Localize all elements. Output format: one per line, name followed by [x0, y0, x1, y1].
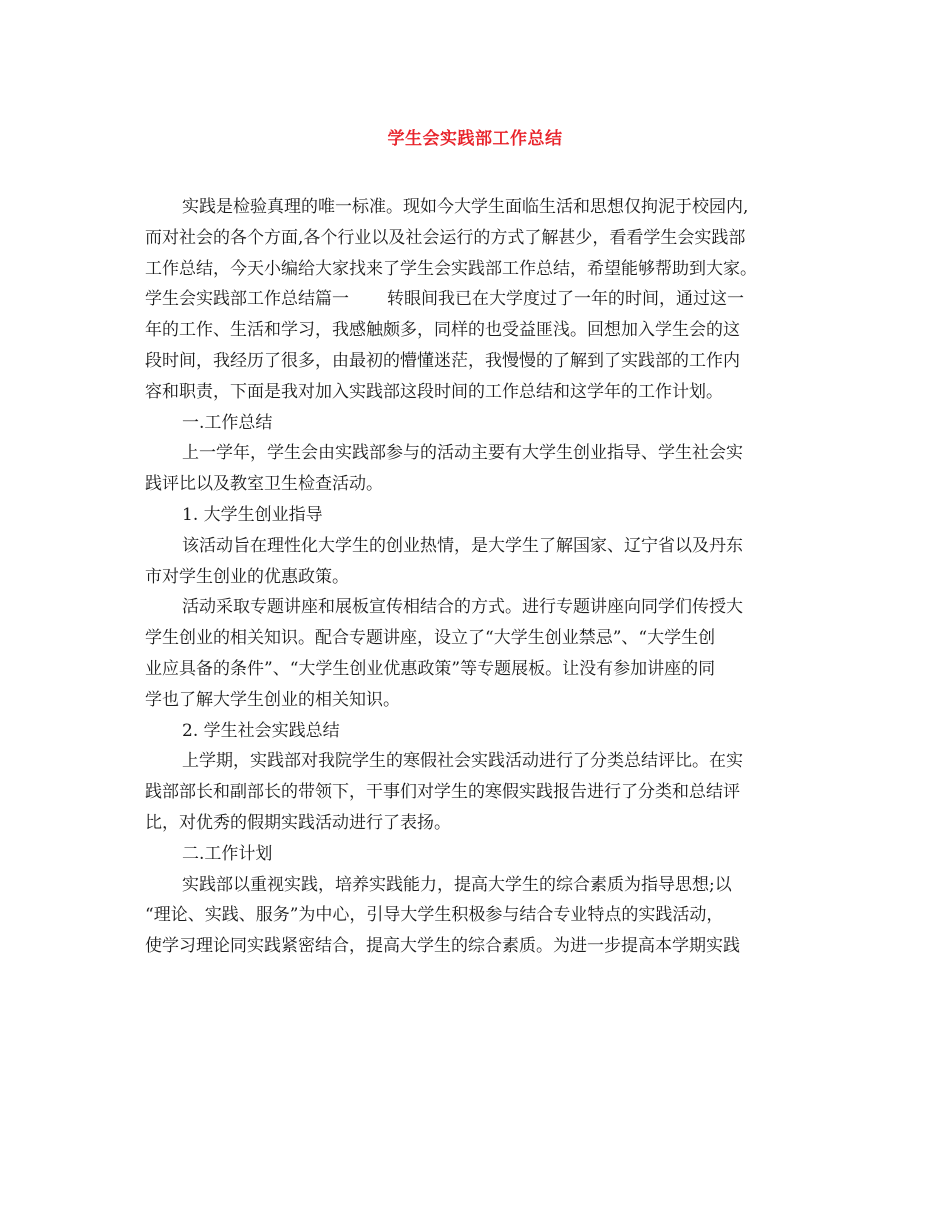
paragraph-line: 践评比以及教室卫生检查活动。: [145, 474, 383, 495]
document-title: 学生会实践部工作总结: [387, 129, 563, 149]
document-body: [145, 192, 811, 962]
section-heading: 一.工作总结: [182, 412, 273, 433]
paragraph-line: 使学习理论同实践紧密结合，提高大学生的综合素质。为进一步提高本学期实践: [145, 936, 740, 957]
paragraph-line: 市对学生创业的优惠政策。: [145, 566, 349, 587]
paragraph-line: 学生创业的相关知识。配合专题讲座，设立了“大学生创业禁忌”、“大学生创: [145, 628, 716, 649]
paragraph-line: 比，对优秀的假期实践活动进行了表扬。: [145, 812, 451, 833]
paragraph-text: 转眼间我已在大学度过了一年的时间，通过这一: [387, 289, 744, 310]
section-heading: 二.工作计划: [182, 843, 273, 864]
paragraph-line: 年的工作、生活和学习，我感触颇多，同样的也受益匪浅。回想加入学生会的这: [145, 320, 740, 341]
paragraph-line: 活动采取专题讲座和展板宣传相结合的方式。进行专题讲座向同学们传授大: [182, 597, 743, 618]
paragraph-line: 上一学年，学生会由实践部参与的活动主要有大学生创业指导、学生社会实: [182, 443, 743, 464]
paragraph-line: 业应具备的条件”、“大学生创业优惠政策”等专题展板。让没有参加讲座的同: [145, 658, 716, 679]
paragraph-line: 实践部以重视实践，培养实践能力，提高大学生的综合素质为指导思想;以: [182, 874, 732, 895]
paragraph-line: 上学期，实践部对我院学生的寒假社会实践活动进行了分类总结评比。在实: [182, 751, 743, 772]
paragraph-line: 工作总结，今天小编给大家找来了学生会实践部工作总结，希望能够帮助到大家。: [145, 258, 757, 279]
paragraph-line: 践部部长和副部长的带领下，干事们对学生的寒假实践报告进行了分类和总结评: [145, 782, 740, 803]
section-heading: 学生会实践部工作总结篇一: [145, 289, 349, 310]
paragraph-line: [145, 284, 811, 315]
paragraph-line: 而对社会的各个方面,各个行业以及社会运行的方式了解甚少，看看学生会实践部: [145, 227, 746, 248]
paragraph-line: “理论、实践、服务”为中心，引导大学生积极参与结合专业特点的实践活动，: [145, 905, 724, 926]
subsection-heading: 2. 学生社会实践总结: [182, 720, 340, 741]
paragraph-line: 学也了解大学生创业的相关知识。: [145, 689, 400, 710]
paragraph-line: 段时间，我经历了很多，由最初的懵懂迷茫，我慢慢的了解到了实践部的工作内: [145, 350, 740, 371]
subsection-heading: 1. 大学生创业指导: [182, 504, 323, 525]
paragraph-line: 容和职责，下面是我对加入实践部这段时间的工作总结和这学年的工作计划。: [145, 381, 723, 402]
paragraph-line: 该活动旨在理性化大学生的创业热情，是大学生了解国家、辽宁省以及丹东: [182, 535, 743, 556]
paragraph-line: 实践是检验真理的唯一标准。现如今大学生面临生活和思想仅拘泥于校园内,: [182, 197, 749, 217]
